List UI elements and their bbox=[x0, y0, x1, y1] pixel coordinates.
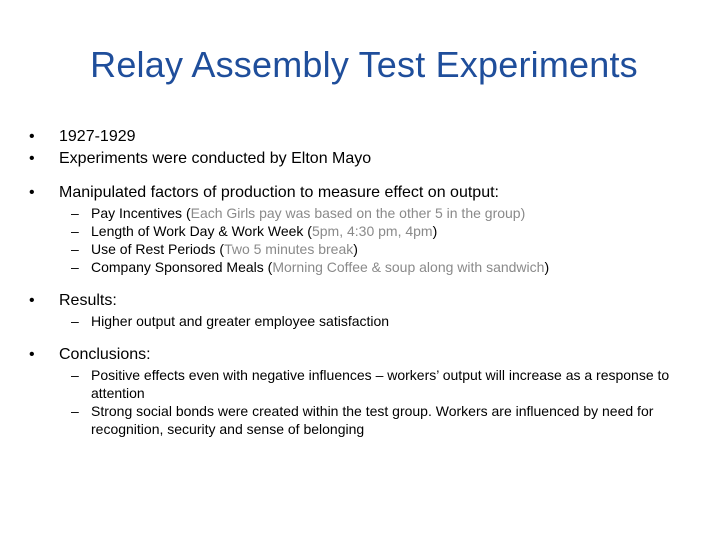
factor-detail: Each Girls pay was based on the other 5 in the group) bbox=[190, 205, 526, 221]
factor-item bbox=[28, 222, 718, 240]
bullet-results bbox=[28, 290, 718, 312]
bullet-text: Results: bbox=[59, 292, 117, 309]
dash-icon: – bbox=[71, 403, 79, 419]
bullet-text: 1927-1929 bbox=[59, 128, 136, 145]
slide-body bbox=[28, 126, 718, 438]
bullet-icon: • bbox=[29, 346, 35, 363]
slide-title: Relay Assembly Test Experiments bbox=[90, 44, 638, 85]
result-item bbox=[28, 312, 718, 330]
bullet-manipulated-factors bbox=[28, 182, 718, 204]
conclusion-item bbox=[28, 402, 718, 438]
bullet-icon: • bbox=[29, 128, 35, 145]
bullet-icon: • bbox=[29, 184, 35, 201]
factor-detail: Morning Coffee & soup along with sandwich bbox=[272, 259, 545, 275]
dash-icon: – bbox=[71, 313, 79, 329]
factor-item bbox=[28, 240, 718, 258]
conclusion-text: Strong social bonds were created within the test group. Workers are influenced by need for recognition, security and sense of belonging bbox=[91, 403, 654, 437]
factor-item bbox=[28, 258, 718, 276]
dash-icon: – bbox=[71, 241, 79, 257]
bullet-text: Manipulated factors of production to measure effect on output: bbox=[59, 184, 499, 201]
factor-detail: 5pm, 4:30 pm, 4pm bbox=[311, 223, 433, 239]
factor-label: Company Sponsored Meals ( bbox=[91, 259, 273, 275]
bullet-icon: • bbox=[29, 150, 35, 167]
factor-close: ) bbox=[432, 223, 438, 239]
dash-icon: – bbox=[71, 367, 79, 383]
bullet-conducted-by bbox=[28, 148, 718, 170]
conclusion-text: Positive effects even with negative influences – workers’ output will increase as a response to attention bbox=[91, 367, 670, 401]
factor-close: ) bbox=[353, 241, 358, 257]
conclusion-item bbox=[28, 366, 718, 402]
result-text: Higher output and greater employee satisfaction bbox=[91, 313, 390, 329]
factor-item bbox=[28, 204, 718, 222]
dash-icon: – bbox=[71, 223, 79, 239]
bullet-text: Conclusions: bbox=[59, 346, 151, 363]
bullet-text: Experiments were conducted by Elton Mayo bbox=[59, 150, 372, 167]
bullet-conclusions bbox=[28, 344, 718, 366]
bullet-dates bbox=[28, 126, 718, 148]
factor-label: Pay Incentives ( bbox=[91, 205, 191, 221]
factor-label: Length of Work Day & Work Week ( bbox=[91, 223, 312, 239]
bullet-icon: • bbox=[29, 292, 35, 309]
factor-label: Use of Rest Periods ( bbox=[91, 241, 225, 257]
factor-detail: Two 5 minutes break bbox=[224, 241, 354, 257]
dash-icon: – bbox=[71, 205, 79, 221]
factor-close: ) bbox=[544, 259, 550, 275]
dash-icon: – bbox=[71, 259, 79, 275]
